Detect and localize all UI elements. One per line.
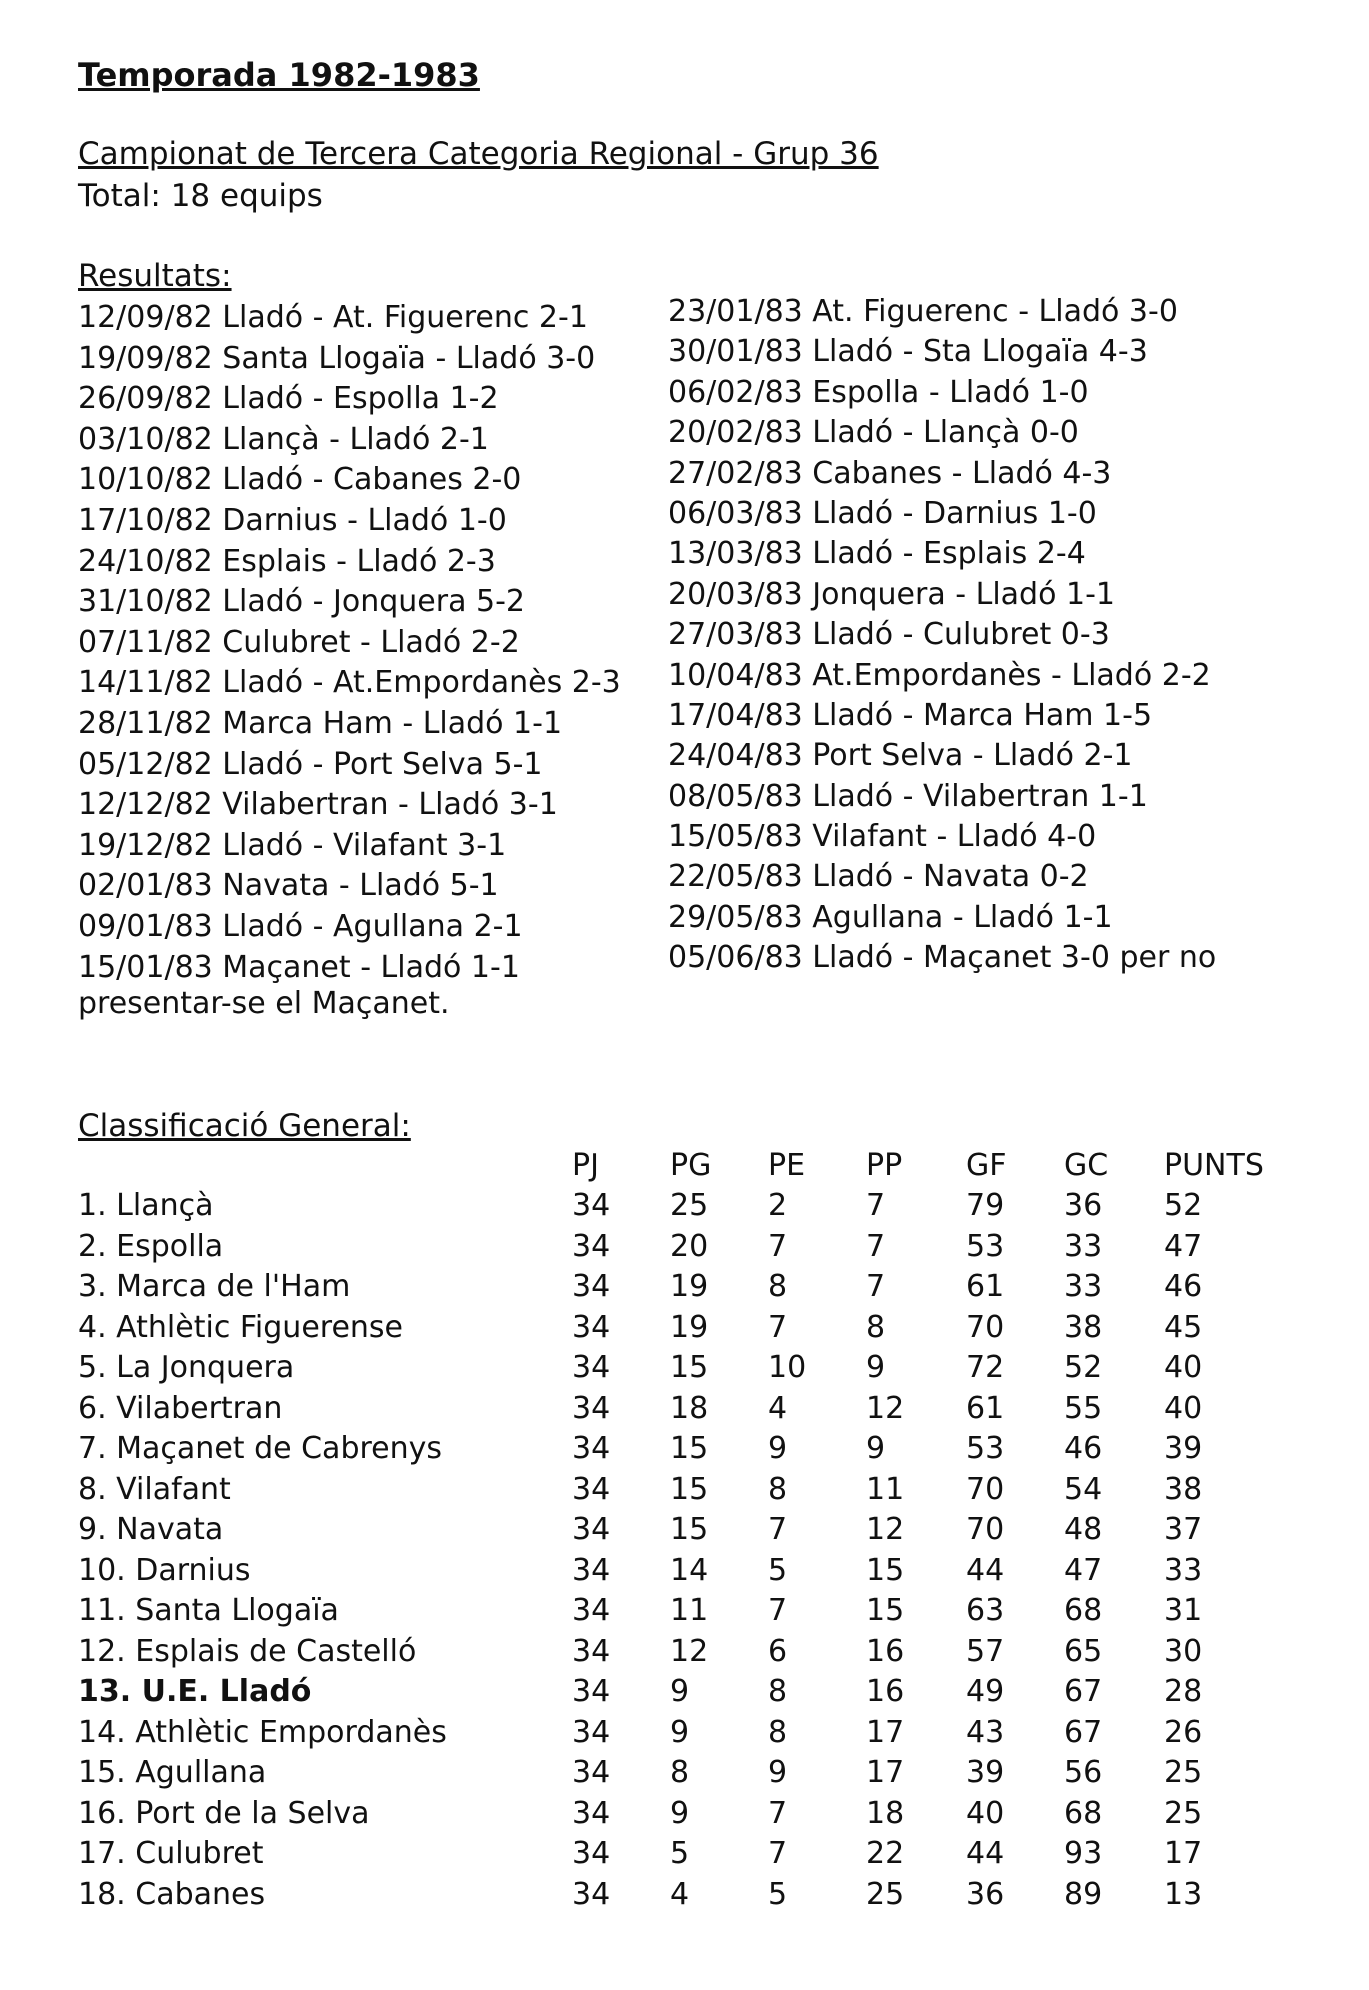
cell-pj: 34 (572, 1512, 611, 1547)
table-row (0, 1186, 1369, 1227)
classification-header-row (0, 1146, 1369, 1186)
cell-pp: 15 (866, 1552, 905, 1588)
cell-points: 25 (1164, 1795, 1203, 1831)
cell-gf: 57 (966, 1633, 1005, 1669)
team-name: 10. Darnius (78, 1552, 251, 1588)
result-line: 10/10/82 Lladó - Cabanes 2-0 (78, 462, 522, 498)
cell-gf: 44 (966, 1836, 1005, 1871)
cell-pe: 7 (768, 1309, 788, 1345)
cell-gc: 55 (1064, 1390, 1103, 1426)
cell-pp: 17 (866, 1714, 905, 1750)
table-row (0, 1794, 1369, 1835)
cell-pe: 8 (768, 1471, 788, 1507)
cell-gf: 53 (966, 1431, 1005, 1466)
cell-pe: 9 (768, 1431, 788, 1466)
result-line: 15/01/83 Maçanet - Lladó 1-1 (78, 949, 520, 985)
result-line: 24/04/83 Port Selva - Lladó 2-1 (668, 738, 1133, 774)
result-line: 28/11/82 Marca Ham - Lladó 1-1 (78, 705, 563, 741)
result-line: 29/05/83 Agullana - Lladó 1-1 (668, 899, 1113, 935)
cell-pg: 8 (670, 1755, 690, 1790)
cell-gf: 63 (966, 1593, 1005, 1628)
cell-gf: 39 (966, 1755, 1005, 1790)
cell-pp: 9 (866, 1350, 886, 1385)
results-note: presentar-se el Maçanet. (78, 986, 450, 1021)
cell-gf: 61 (966, 1269, 1005, 1304)
cell-pp: 22 (866, 1836, 905, 1871)
cell-gc: 89 (1064, 1876, 1103, 1912)
result-line: 19/12/82 Lladó - Vilafant 3-1 (78, 827, 507, 863)
table-row (0, 1267, 1369, 1308)
cell-gc: 47 (1064, 1552, 1103, 1588)
cell-pj: 34 (572, 1633, 611, 1669)
cell-pe: 10 (768, 1350, 807, 1385)
result-line: 20/02/83 Lladó - Llançà 0-0 (668, 415, 1079, 451)
cell-pg: 15 (670, 1431, 709, 1466)
cell-pj: 34 (572, 1309, 611, 1345)
results-heading: Resultats: (78, 258, 232, 294)
cell-pe: 7 (768, 1836, 788, 1871)
team-name: 5. La Jonquera (78, 1350, 295, 1385)
result-line: 12/12/82 Vilabertran - Lladó 3-1 (78, 787, 558, 823)
cell-pj: 34 (572, 1552, 611, 1588)
cell-pe: 6 (768, 1633, 788, 1669)
team-name: 4. Athlètic Figuerense (78, 1309, 404, 1345)
cell-pg: 9 (670, 1714, 690, 1750)
result-line: 19/09/82 Santa Llogaïa - Lladó 3-0 (78, 340, 596, 376)
cell-pe: 7 (768, 1593, 788, 1628)
result-line: 13/03/83 Lladó - Esplais 2-4 (668, 536, 1086, 572)
cell-pp: 7 (866, 1228, 886, 1264)
result-line: 05/12/82 Lladó - Port Selva 5-1 (78, 746, 543, 782)
result-line: 31/10/82 Lladó - Jonquera 5-2 (78, 584, 525, 620)
cell-pj: 34 (572, 1674, 611, 1709)
table-row (0, 1834, 1369, 1875)
team-name: 15. Agullana (78, 1755, 267, 1790)
table-row (0, 1753, 1369, 1794)
result-line: 06/02/83 Espolla - Lladó 1-0 (668, 374, 1089, 410)
result-line: 12/09/82 Lladó - At. Figuerenc 2-1 (78, 300, 588, 335)
column-header-pg: PG (670, 1148, 712, 1183)
cell-gf: 72 (966, 1350, 1005, 1385)
cell-points: 37 (1164, 1512, 1203, 1547)
cell-pe: 7 (768, 1512, 788, 1547)
cell-gf: 70 (966, 1309, 1005, 1345)
result-line: 08/05/83 Lladó - Vilabertran 1-1 (668, 778, 1148, 814)
result-line: 09/01/83 Lladó - Agullana 2-1 (78, 908, 523, 944)
column-header-points: PUNTS (1164, 1148, 1264, 1183)
result-line: 30/01/83 Lladó - Sta Llogaïa 4-3 (668, 334, 1148, 370)
cell-pp: 7 (866, 1269, 886, 1304)
team-name: 1. Llançà (78, 1188, 214, 1223)
cell-pg: 19 (670, 1269, 709, 1304)
cell-gc: 33 (1064, 1269, 1103, 1304)
team-name: 2. Espolla (78, 1228, 224, 1264)
table-row (0, 1713, 1369, 1754)
cell-pe: 7 (768, 1228, 788, 1264)
team-name: 6. Vilabertran (78, 1390, 283, 1426)
cell-points: 30 (1164, 1633, 1203, 1669)
cell-gc: 33 (1064, 1228, 1103, 1264)
cell-gf: 49 (966, 1674, 1005, 1709)
cell-points: 38 (1164, 1471, 1203, 1507)
cell-pe: 5 (768, 1876, 788, 1912)
cell-points: 47 (1164, 1228, 1203, 1264)
cell-pg: 5 (670, 1836, 690, 1871)
cell-points: 40 (1164, 1390, 1203, 1426)
result-line: 15/05/83 Vilafant - Lladó 4-0 (668, 819, 1097, 855)
cell-points: 31 (1164, 1593, 1203, 1628)
column-header-gc: GC (1064, 1148, 1109, 1183)
cell-pe: 8 (768, 1674, 788, 1709)
cell-points: 39 (1164, 1431, 1203, 1466)
cell-points: 40 (1164, 1350, 1203, 1385)
cell-gc: 48 (1064, 1512, 1103, 1547)
result-line: 27/02/83 Cabanes - Lladó 4-3 (668, 455, 1112, 491)
result-line: 23/01/83 At. Figuerenc - Lladó 3-0 (668, 294, 1178, 329)
results-left-column (78, 298, 668, 988)
cell-pj: 34 (572, 1471, 611, 1507)
table-row (0, 1632, 1369, 1673)
cell-pp: 15 (866, 1593, 905, 1628)
cell-gf: 70 (966, 1471, 1005, 1507)
cell-pg: 14 (670, 1552, 709, 1588)
cell-pj: 34 (572, 1431, 611, 1466)
result-line: 26/09/82 Lladó - Espolla 1-2 (78, 381, 499, 417)
cell-pe: 2 (768, 1188, 788, 1223)
team-name: 12. Esplais de Castelló (78, 1633, 417, 1669)
column-header-pe: PE (768, 1148, 806, 1183)
cell-points: 25 (1164, 1755, 1203, 1790)
result-line: 17/10/82 Darnius - Lladó 1-0 (78, 502, 507, 538)
table-row (0, 1875, 1369, 1916)
result-line: 03/10/82 Llançà - Lladó 2-1 (78, 421, 489, 457)
season-title: Temporada 1982-1983 (78, 56, 480, 94)
cell-pe: 4 (768, 1390, 788, 1426)
cell-pe: 8 (768, 1714, 788, 1750)
cell-pg: 15 (670, 1512, 709, 1547)
table-row (0, 1672, 1369, 1713)
cell-pe: 8 (768, 1269, 788, 1304)
cell-pe: 9 (768, 1755, 788, 1790)
cell-gf: 40 (966, 1795, 1005, 1831)
table-row (0, 1308, 1369, 1349)
result-line: 07/11/82 Culubret - Lladó 2-2 (78, 624, 520, 660)
table-row (0, 1470, 1369, 1511)
cell-pg: 20 (670, 1228, 709, 1264)
cell-pg: 15 (670, 1350, 709, 1385)
cell-gc: 54 (1064, 1471, 1103, 1507)
cell-pg: 11 (670, 1593, 709, 1628)
cell-points: 33 (1164, 1552, 1203, 1588)
total-teams: Total: 18 equips (78, 178, 323, 214)
cell-gf: 79 (966, 1188, 1005, 1223)
cell-pg: 25 (670, 1188, 709, 1223)
cell-gc: 67 (1064, 1714, 1103, 1750)
result-line: 10/04/83 At.Empordanès - Lladó 2-2 (668, 657, 1211, 693)
table-row (0, 1389, 1369, 1430)
cell-pj: 34 (572, 1188, 611, 1223)
results-right-column (668, 292, 1308, 979)
cell-gf: 36 (966, 1876, 1005, 1912)
cell-pj: 34 (572, 1876, 611, 1912)
cell-pj: 34 (572, 1390, 611, 1426)
cell-gf: 43 (966, 1714, 1005, 1750)
cell-pp: 25 (866, 1876, 905, 1912)
cell-pp: 16 (866, 1674, 905, 1709)
classification-heading: Classificació General: (78, 1108, 411, 1144)
cell-pp: 9 (866, 1431, 886, 1466)
cell-pj: 34 (572, 1714, 611, 1750)
cell-pe: 5 (768, 1552, 788, 1588)
result-line: 14/11/82 Lladó - At.Empordanès 2-3 (78, 665, 621, 701)
result-line: 05/06/83 Lladó - Maçanet 3-0 per no (668, 940, 1217, 976)
cell-pp: 12 (866, 1512, 905, 1547)
cell-pp: 18 (866, 1795, 905, 1831)
competition-title: Campionat de Tercera Categoria Regional - Grup 36 (78, 136, 879, 172)
cell-points: 13 (1164, 1876, 1203, 1912)
team-name: 7. Maçanet de Cabrenys (78, 1431, 443, 1466)
cell-pj: 34 (572, 1795, 611, 1831)
table-row (0, 1551, 1369, 1592)
cell-pe: 7 (768, 1795, 788, 1831)
cell-gc: 52 (1064, 1350, 1103, 1385)
cell-pj: 34 (572, 1350, 611, 1385)
cell-pg: 18 (670, 1390, 709, 1426)
team-name: 18. Cabanes (78, 1876, 266, 1912)
team-name: 8. Vilafant (78, 1471, 231, 1507)
table-row (0, 1227, 1369, 1268)
team-name: 17. Culubret (78, 1836, 264, 1871)
cell-pj: 34 (572, 1755, 611, 1790)
cell-gf: 53 (966, 1228, 1005, 1264)
cell-gc: 65 (1064, 1633, 1103, 1669)
cell-pj: 34 (572, 1836, 611, 1871)
column-header-pp: PP (866, 1148, 903, 1183)
cell-pg: 9 (670, 1795, 690, 1831)
cell-pj: 34 (572, 1269, 611, 1304)
cell-points: 17 (1164, 1836, 1203, 1871)
cell-pj: 34 (572, 1593, 611, 1628)
cell-points: 28 (1164, 1674, 1203, 1709)
cell-gc: 67 (1064, 1674, 1103, 1709)
cell-pp: 11 (866, 1471, 905, 1507)
cell-gc: 46 (1064, 1431, 1103, 1466)
team-name: 3. Marca de l'Ham (78, 1269, 351, 1304)
result-line: 27/03/83 Lladó - Culubret 0-3 (668, 617, 1110, 653)
cell-pp: 12 (866, 1390, 905, 1426)
cell-gc: 68 (1064, 1593, 1103, 1628)
cell-pg: 12 (670, 1633, 709, 1669)
team-name: 9. Navata (78, 1512, 224, 1547)
result-line: 02/01/83 Navata - Lladó 5-1 (78, 868, 499, 904)
cell-pp: 8 (866, 1309, 886, 1345)
cell-gc: 56 (1064, 1755, 1103, 1790)
classification-table (0, 1186, 1369, 1915)
cell-points: 45 (1164, 1309, 1203, 1345)
cell-pg: 15 (670, 1471, 709, 1507)
cell-pp: 17 (866, 1755, 905, 1790)
cell-gf: 61 (966, 1390, 1005, 1426)
table-row (0, 1429, 1369, 1470)
cell-points: 52 (1164, 1188, 1203, 1223)
team-name: 14. Athlètic Empordanès (78, 1714, 447, 1750)
result-line: 24/10/82 Esplais - Lladó 2-3 (78, 543, 496, 579)
cell-gf: 70 (966, 1512, 1005, 1547)
column-header-pj: PJ (572, 1148, 599, 1183)
cell-pj: 34 (572, 1228, 611, 1264)
cell-gc: 93 (1064, 1836, 1103, 1871)
column-header-gf: GF (966, 1148, 1007, 1183)
cell-points: 46 (1164, 1269, 1203, 1304)
cell-gc: 68 (1064, 1795, 1103, 1831)
result-line: 06/03/83 Lladó - Darnius 1-0 (668, 495, 1097, 531)
result-line: 17/04/83 Lladó - Marca Ham 1-5 (668, 697, 1153, 733)
result-line: 22/05/83 Lladó - Navata 0-2 (668, 859, 1089, 895)
cell-points: 26 (1164, 1714, 1203, 1750)
team-name: 11. Santa Llogaïa (78, 1593, 339, 1628)
cell-gc: 38 (1064, 1309, 1103, 1345)
cell-pp: 16 (866, 1633, 905, 1669)
table-row (0, 1591, 1369, 1632)
cell-gf: 44 (966, 1552, 1005, 1588)
cell-pp: 7 (866, 1188, 886, 1223)
cell-gc: 36 (1064, 1188, 1103, 1223)
cell-pg: 9 (670, 1674, 690, 1709)
table-row (0, 1510, 1369, 1551)
team-name: 13. U.E. Lladó (78, 1674, 312, 1709)
team-name: 16. Port de la Selva (78, 1795, 370, 1831)
table-row (0, 1348, 1369, 1389)
result-line: 20/03/83 Jonquera - Lladó 1-1 (668, 576, 1115, 612)
cell-pg: 4 (670, 1876, 690, 1912)
cell-pg: 19 (670, 1309, 709, 1345)
